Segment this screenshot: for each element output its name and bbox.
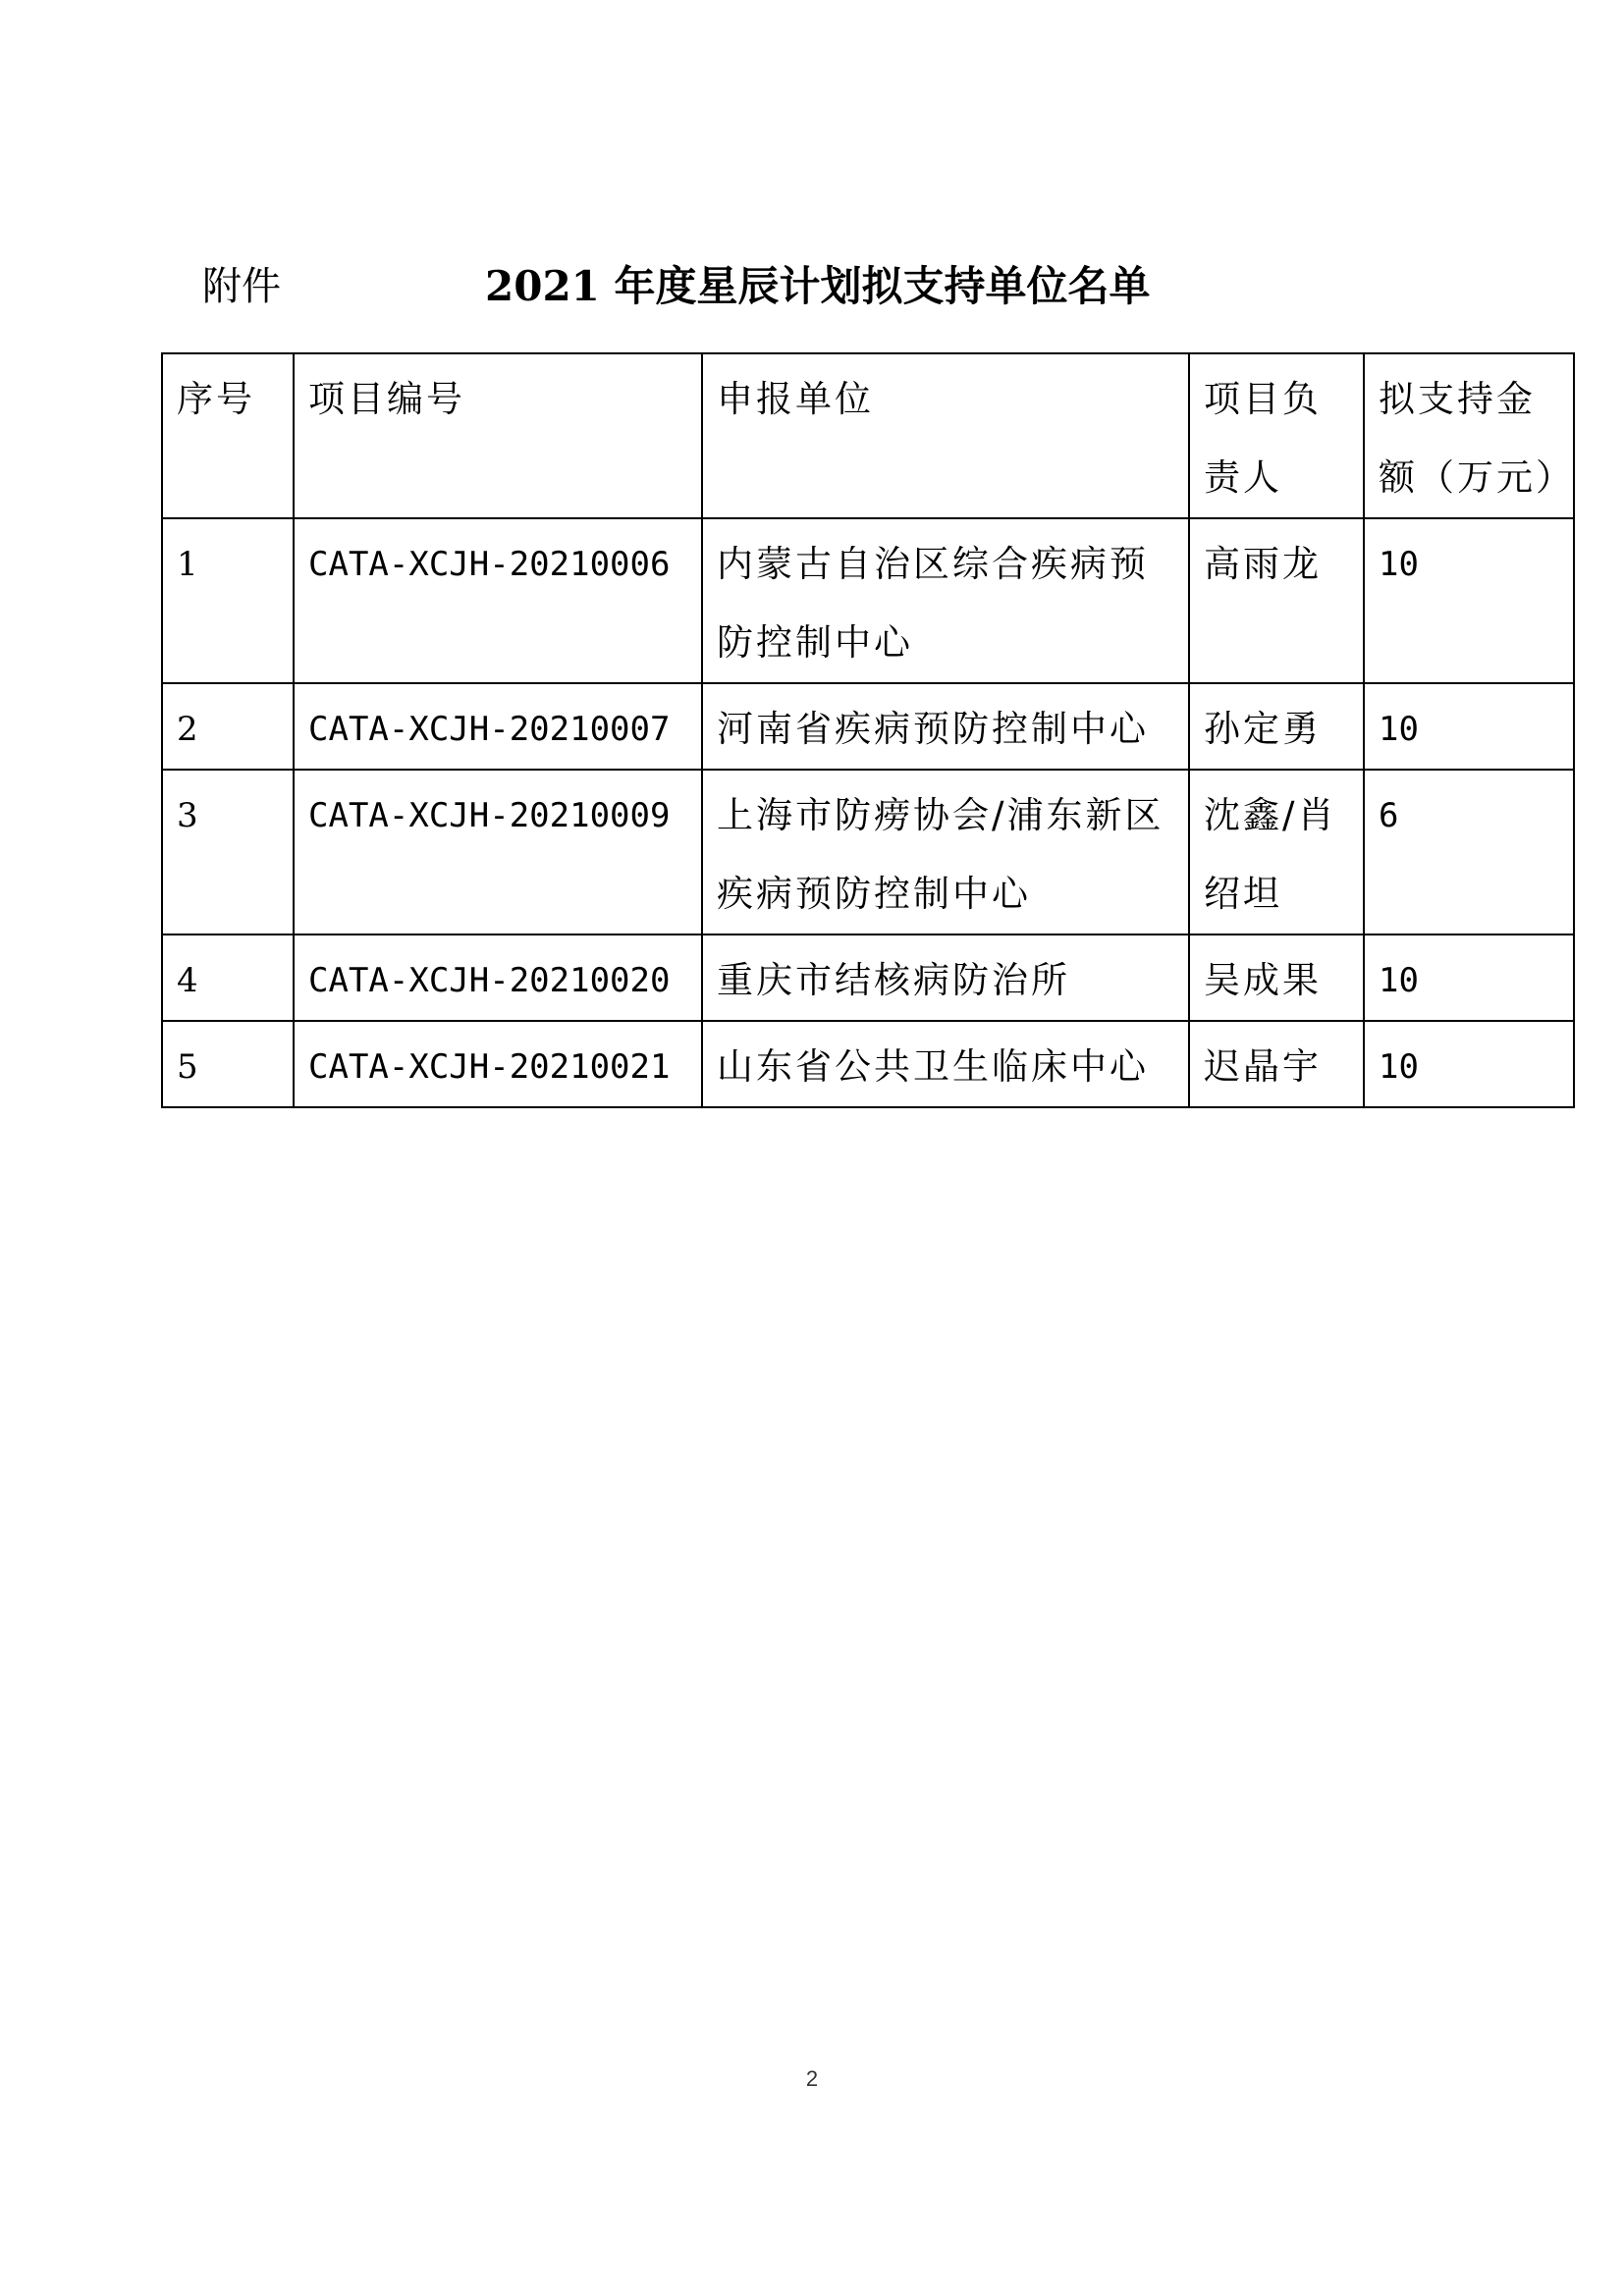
- cell-applicant-unit: 上海市防痨协会/浦东新区疾病预防控制中心: [702, 770, 1189, 934]
- cell-project-code: CATA-XCJH-20210007: [294, 683, 702, 770]
- cell-project-code: CATA-XCJH-20210021: [294, 1021, 702, 1107]
- cell-support-amount: 10: [1364, 934, 1574, 1021]
- page-number: 2: [805, 2066, 819, 2091]
- cell-project-leader: 高雨龙: [1189, 518, 1364, 683]
- cell-applicant-unit: 重庆市结核病防治所: [702, 934, 1189, 1021]
- cell-project-leader: 迟晶宇: [1189, 1021, 1364, 1107]
- cell-seq: 1: [162, 518, 294, 683]
- cell-applicant-unit: 内蒙古自治区综合疾病预防控制中心: [702, 518, 1189, 683]
- cell-support-amount: 10: [1364, 683, 1574, 770]
- cell-applicant-unit: 河南省疾病预防控制中心: [702, 683, 1189, 770]
- document-title: 2021 年度星辰计划拟支持单位名单: [485, 262, 1151, 310]
- cell-project-leader: 吴成果: [1189, 934, 1364, 1021]
- cell-applicant-unit: 山东省公共卫生临床中心: [702, 1021, 1189, 1107]
- cell-seq: 5: [162, 1021, 294, 1107]
- table-row: [162, 683, 1574, 770]
- table-row: [162, 770, 1574, 934]
- cell-support-amount: 10: [1364, 518, 1574, 683]
- cell-project-code: CATA-XCJH-20210009: [294, 770, 702, 934]
- cell-project-code: CATA-XCJH-20210006: [294, 518, 702, 683]
- header-project-leader: 项目负责人: [1189, 353, 1364, 518]
- cell-seq: 2: [162, 683, 294, 770]
- header-applicant-unit: 申报单位: [702, 353, 1189, 518]
- cell-project-code: CATA-XCJH-20210020: [294, 934, 702, 1021]
- header-project-code: 项目编号: [294, 353, 702, 518]
- table-row: [162, 934, 1574, 1021]
- cell-project-leader: 沈鑫/肖绍坦: [1189, 770, 1364, 934]
- cell-support-amount: 10: [1364, 1021, 1574, 1107]
- attachment-label: 附件: [202, 264, 281, 309]
- cell-seq: 3: [162, 770, 294, 934]
- table-row: [162, 1021, 1574, 1107]
- support-list-table: [161, 352, 1575, 1108]
- header-support-amount: 拟支持金额（万元）: [1364, 353, 1574, 518]
- header-seq: 序号: [162, 353, 294, 518]
- page-header: [0, 257, 1624, 316]
- table-row: [162, 518, 1574, 683]
- table-header-row: [162, 353, 1574, 518]
- cell-seq: 4: [162, 934, 294, 1021]
- cell-project-leader: 孙定勇: [1189, 683, 1364, 770]
- cell-support-amount: 6: [1364, 770, 1574, 934]
